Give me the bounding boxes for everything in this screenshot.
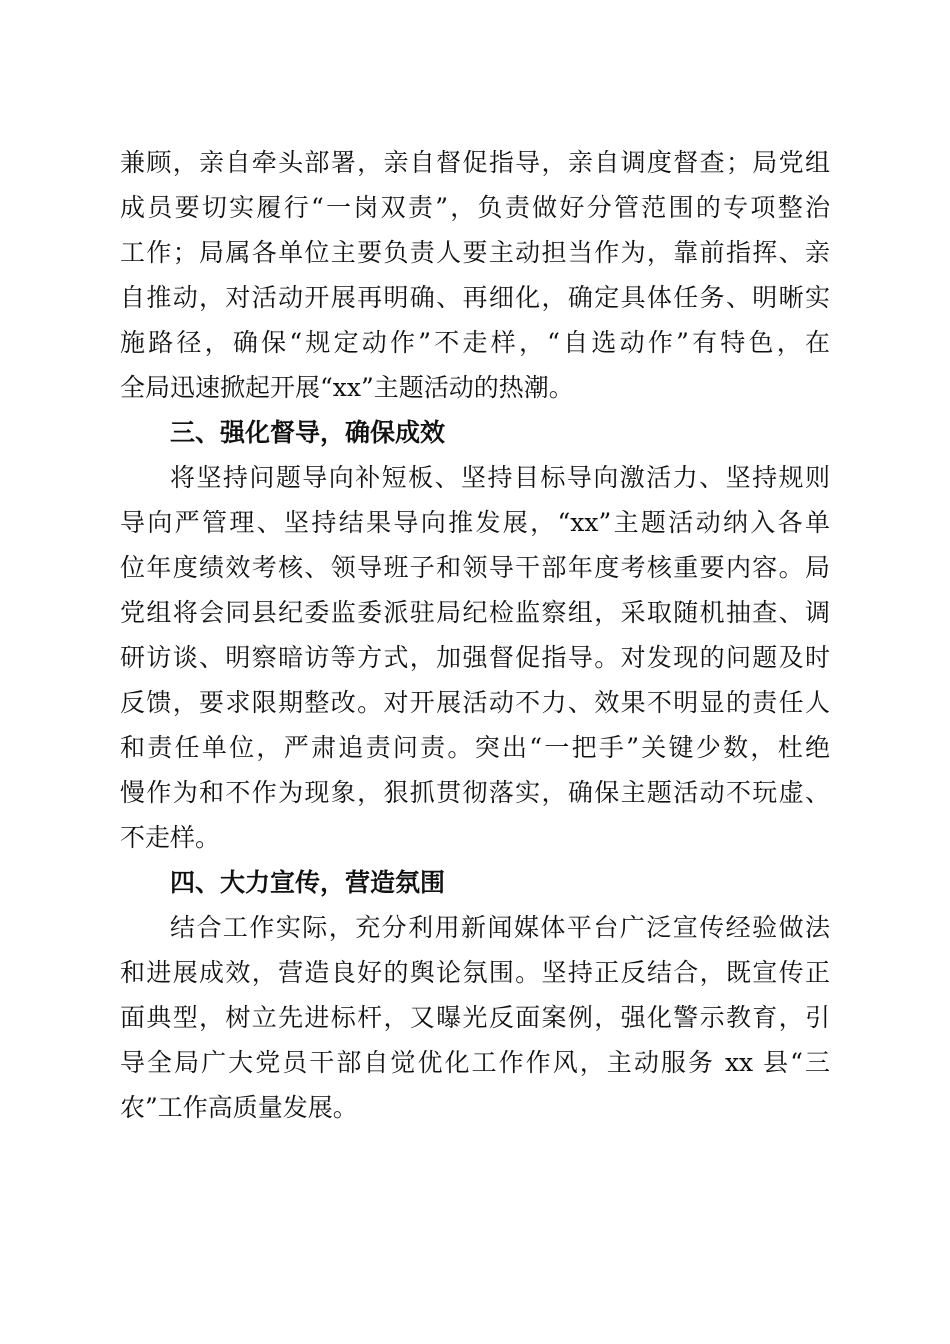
paragraph-line: 施路径，确保“规定动作”不走样，“自选动作”有特色，在 bbox=[120, 328, 830, 357]
paragraph-line: 反馈，要求限期整改。对开展活动不力、效果不明显的责任人 bbox=[120, 688, 830, 717]
paragraph-line: 位年度绩效考核、领导班子和领导干部年度考核重要内容。局 bbox=[120, 553, 830, 582]
paragraph-line: 导向严管理、坚持结果导向推发展，“xx”主题活动纳入各单 bbox=[120, 508, 830, 537]
paragraph-line: 将坚持问题导向补短板、坚持目标导向激活力、坚持规则 bbox=[170, 463, 830, 492]
paragraph-line: 和责任单位，严肃追责问责。突出“一把手”关键少数，杜绝 bbox=[120, 733, 830, 762]
paragraph-line: 导全局广大党员干部自觉优化工作作风，主动服务 xx 县“三 bbox=[120, 1048, 830, 1077]
paragraph-line: 兼顾，亲自牵头部署，亲自督促指导，亲自调度督查；局党组 bbox=[120, 148, 830, 177]
paragraph-line: 工作；局属各单位主要负责人要主动担当作为，靠前指挥、亲 bbox=[120, 238, 830, 267]
section-heading-3: 三、强化督导，确保成效 bbox=[170, 418, 446, 447]
paragraph-line: 研访谈、明察暗访等方式，加强督促指导。对发现的问题及时 bbox=[120, 643, 830, 672]
paragraph-line: 面典型，树立先进标杆，又曝光反面案例，强化警示教育，引 bbox=[120, 1003, 830, 1032]
paragraph-line: 农”工作高质量发展。 bbox=[120, 1093, 358, 1122]
section-heading-4: 四、大力宣传，营造氛围 bbox=[170, 868, 446, 897]
paragraph-line: 不走样。 bbox=[120, 823, 221, 852]
paragraph-line: 成员要切实履行“一岗双责”，负责做好分管范围的专项整治 bbox=[120, 193, 830, 222]
paragraph-line: 慢作为和不作为现象，狠抓贯彻落实，确保主题活动不玩虚、 bbox=[120, 778, 830, 807]
paragraph-line: 党组将会同县纪委监委派驻局纪检监察组，采取随机抽查、调 bbox=[120, 598, 830, 627]
paragraph-line: 结合工作实际，充分利用新闻媒体平台广泛宣传经验做法 bbox=[170, 913, 830, 942]
paragraph-line: 全局迅速掀起开展“xx”主题活动的热潮。 bbox=[120, 373, 574, 402]
paragraph-line: 自推动，对活动开展再明确、再细化，确定具体任务、明晰实 bbox=[120, 283, 830, 312]
paragraph-line: 和进展成效，营造良好的舆论氛围。坚持正反结合，既宣传正 bbox=[120, 958, 830, 987]
